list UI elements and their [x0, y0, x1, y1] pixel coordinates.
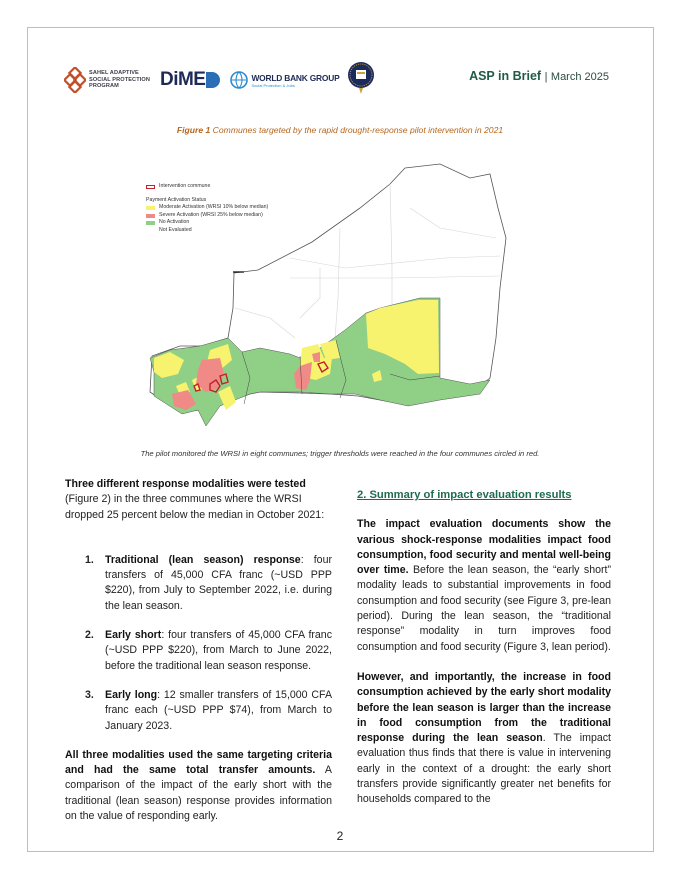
legend-item-no-activation: No Activation	[146, 219, 268, 227]
header-separator: |	[544, 71, 548, 83]
legend-item-severe: Severe Activation (WRSI 25% below median)	[146, 212, 268, 220]
dime-logo-mark	[206, 72, 220, 88]
results-paragraph-2: However, and importantly, the increase in food consumption achieved by the early short modality before the lean season is larger than the increase in food consumption from the traditional response during the lean season. The impact evaluation thus finds that there is value in intervening early in the context of a drought: the early short transfers provide significantly greater net benefits for households compared to the	[357, 670, 611, 806]
no-activation-swatch	[146, 221, 155, 225]
modalities-list	[65, 553, 332, 734]
modalities-intro: Three different response modalities were tested (Figure 2) in the three communes where the WRSI dropped 25 percent below the median in October 2021:	[65, 478, 325, 521]
figure-label: Figure 1	[176, 125, 211, 135]
publication-date: March 2025	[550, 71, 609, 83]
crest-icon	[347, 61, 375, 95]
sasp-logo-text: SAHEL ADAPTIVE SOCIAL PROTECTION PROGRAM	[89, 70, 150, 90]
results-paragraph-1: The impact evaluation documents show the various shock-response modalities impact food consumption, food security and mental well-being over time. Before the lean season, the “early short” modality leads to substantial improvements in food consumption and food security (see Figure 3, pre-lean period). During the lean season, the “traditional response” modality in turn improves food consumption and food security (Figure 3, lean period).	[357, 518, 611, 653]
legend-item-not-evaluated: Not Evaluated	[146, 227, 268, 235]
publication-title: ASP in Brief	[469, 69, 542, 83]
left-column	[65, 477, 332, 824]
world-bank-logo: WORLD BANK GROUP Social Protection & Jobs	[230, 71, 339, 89]
oxford-crest-logo	[347, 61, 375, 100]
figure-caption	[0, 125, 680, 135]
list-item: 3. Early long: 12 smaller transfers of 15,000 CFA franc each (~USD PPP $74), from March to January 2023.	[85, 688, 333, 732]
sasp-logo	[64, 67, 150, 93]
sasp-knot-icon	[64, 67, 86, 93]
globe-icon	[230, 71, 248, 89]
right-column	[357, 488, 611, 808]
list-item: 2. Early short: four transfers of 45,000 CFA franc (~USD PPP $220), from March to June 2022, before the traditional lean season response.	[85, 629, 332, 672]
page-number: 2	[336, 829, 344, 843]
intervention-swatch	[146, 185, 155, 189]
publication-header	[469, 69, 609, 83]
severe-swatch	[146, 214, 155, 218]
partner-logos	[64, 62, 375, 98]
figure-caption-text: Communes targeted by the rapid drought-response pilot intervention in 2021	[212, 125, 504, 135]
dime-logo-text: DiME	[159, 69, 206, 90]
map-legend	[146, 183, 268, 235]
dime-logo	[160, 69, 221, 91]
map-note: The pilot monitored the WRSI in eight communes; trigger thresholds were reached in the four communes circled in red.	[140, 449, 540, 458]
moderate-swatch	[146, 206, 155, 210]
not-evaluated-swatch	[146, 229, 155, 233]
list-item: 1. Traditional (lean season) response: four transfers of 45,000 CFA franc (~USD PPP $220), from July to September 2022, i.e. during the lean season.	[85, 553, 332, 612]
legend-intervention: Intervention commune	[146, 183, 268, 191]
modalities-closing: All three modalities used the same targeting criteria and had the same total transfer amounts. A comparison of the impact of the early short with the traditional (lean season) response provides information on the value of responding early.	[65, 748, 332, 823]
section-heading: 2. Summary of impact evaluation results	[357, 489, 572, 501]
legend-title: Payment Activation Status	[146, 196, 207, 203]
legend-item-moderate: Moderate Activation (WRSI 10% below median)	[146, 204, 268, 212]
